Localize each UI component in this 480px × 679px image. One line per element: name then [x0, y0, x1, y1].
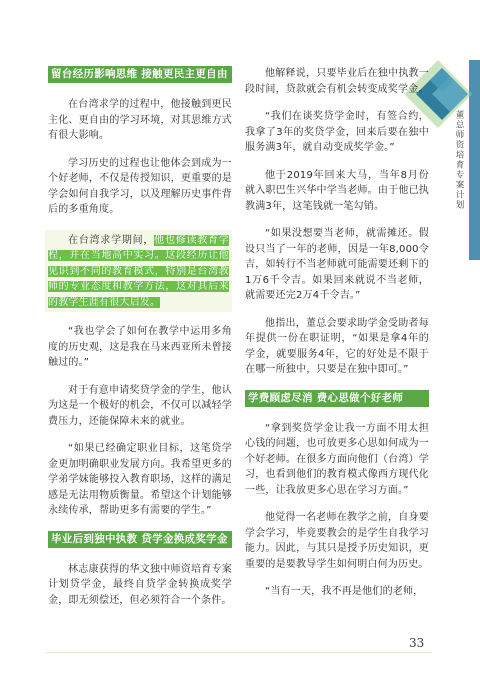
section-heading: 毕业后到独中执教 贷学金换成奖学金 [48, 531, 232, 548]
paragraph: 他于2019年回来大马，当年8月份就入职巴生兴华中学当老师。由于他已执教满3年，这笔钱就一笔勾销。 [245, 169, 429, 212]
quote-paragraph: “如果没想要当老师，就需摊还。假设只当了一年的老师，因是一年8,000令吉，如转行不当老师就可能需要还剩下的1万6千令吉。如果回来就说不当老师，就需要还完2万4千令吉。” [245, 228, 429, 301]
paragraph-lead: 在台湾求学期间， [68, 234, 155, 246]
paragraph: 他觉得一名老师在教学之前，自身要学会学习，毕竟要教会的是学生自我学习能力。因此，与其只是授予历史知识，更重要的是要教导学生如何明白何为历史。 [245, 512, 429, 570]
paragraph: 他指出，董总会要求助学金受助者每年提供一份在职证明，“如果是拿4年的学金，就要服务4年，它的好处是不限于在哪一所独中，只要是在独中即可。” [245, 317, 429, 375]
paragraph [48, 233, 229, 311]
quote-paragraph: “我也学会了如何在教学中运用多角度的历史观，这是我在马来西亚所未曾接触过的。” [48, 326, 232, 368]
paragraph: 学习历史的过程也让他体会到成为一个好老师，不仅是传授知识，更重要的是学会如何自我学习，以及理解历史事件背后的多重角度。 [48, 157, 232, 215]
paragraph: 对于有意申请奖贷学金的学生，他认为这是一个极好的机会，不仅可以减轻学费压力，还能保障未来的就业。 [48, 384, 232, 427]
quote-paragraph: “拿到奖贷学金让我一方面不用太担心钱的问题，也可放更多心思如何成为一个好老师。在很多方面向他们（台湾）学习，也看到他们的教育模式像西方现代化一些，让我放更多心思在学习方面。” [245, 422, 429, 496]
right-column [245, 66, 429, 612]
paragraph: 林志康获得的华文独中师资培育专案计划贷学金，最终自贷学金转换成奖学金，即无须偿还，但必须符合一个条件。 [48, 563, 232, 606]
section-heading: 学费顾虑尽消 费心思做个好老师 [245, 390, 429, 407]
section-heading: 留台经历影响思维 接触更民主更自由 [48, 66, 232, 83]
footer-divider [46, 652, 432, 653]
page-number: 33 [409, 636, 425, 650]
highlighted-passage [45, 230, 232, 313]
side-section-label: 董总师资培育专案计划 [454, 110, 464, 210]
quote-paragraph: “如果已经确定职业目标，这笔贷学金更加明确职业发展方向。我希望更多的学弟学妹能够投入教育职场，这样的满足感是无法用物质衡量。希望这个计划能够永续传承，帮助更多有需要的学生。” [48, 443, 232, 516]
highlighted-text: 他也修读教育学程，并在当地高中实习。这段经历让他见识到不同的教育模式，特别是台湾教师的专业态度和教学方法，这对其后来的教学生涯有很大启发。 [48, 234, 229, 308]
quote-paragraph: “我们在谈奖贷学金时，有签合约，我拿了3年的奖贷学金，回来后要在独中服务满3年，就自动变成奖学金。” [245, 111, 429, 153]
paragraph: 他解释说，只要毕业后在独中执教一段时间，贷款就会有机会转变成奖学金。 [245, 68, 429, 95]
left-column [48, 66, 232, 620]
quote-paragraph: “当有一天，我不再是他们的老师， [265, 586, 424, 597]
paragraph: 在台湾求学的过程中，他接触到更民主化、更自由的学习环境，对其思维方式有很大影响。 [48, 99, 232, 141]
